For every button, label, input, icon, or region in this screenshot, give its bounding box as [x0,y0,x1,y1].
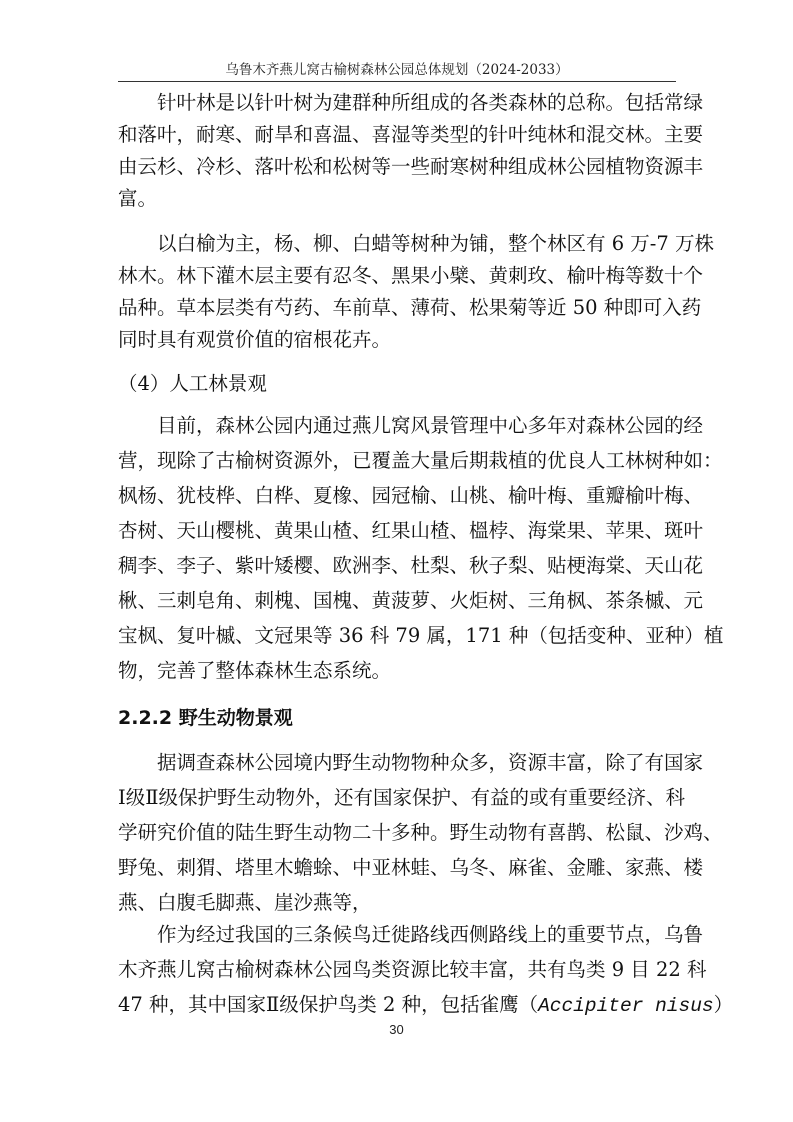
paragraph-line: Ⅰ级Ⅱ级保护野生动物外，还有国家保护、有益的或有重要经济、科 [118,786,685,809]
paragraph-line: 作为经过我国的三条候鸟迁徙路线西侧路线上的重要节点，乌鲁 [157,923,704,946]
page-number: 30 [389,1022,404,1037]
section-heading: 2.2.2 野生动物景观 [118,707,293,729]
subsection-heading: （4）人工林景观 [118,372,267,395]
header-rule [118,81,676,82]
closing-parenthesis: ） [713,993,734,1016]
paragraph-line: 据调查森林公园境内野生动物物种众多，资源丰富，除了有国家 [157,751,704,774]
paragraph-line: 木齐燕儿窝古榆树森林公园鸟类资源比较丰富，共有鸟类 9 目 22 科 [118,958,707,981]
paragraph-line: 稠李、李子、紫叶矮樱、欧洲李、杜梨、秋子梨、贴梗海棠、天山花 [118,554,704,577]
paragraph-line: 由云杉、冷杉、落叶松和松树等一些耐寒树种组成林公园植物资源丰 [118,155,704,178]
paragraph-line: 燕、白腹毛脚燕、崖沙燕等， [118,891,372,914]
paragraph-line: 物，完善了整体森林生态系统。 [118,659,392,682]
running-header: 乌鲁木齐燕儿窝古榆树森林公园总体规划（2024-2033） [225,62,569,78]
paragraph-line: 富。 [118,187,158,210]
paragraph-line: 营，现除了古榆树资源外，已覆盖大量后期栽植的优良人工林树种如： [118,449,723,472]
paragraph-line [118,990,734,1021]
paragraph-line: 楸、三刺皂角、刺槐、国槐、黄菠萝、火炬树、三角枫、茶条槭、元 [118,589,704,612]
paragraph-line: 和落叶，耐寒、耐旱和喜温、喜湿等类型的针叶纯林和混交林。主要 [118,123,704,146]
paragraph-line: 枫杨、犹枝桦、白桦、夏橡、园冠榆、山桃、榆叶梅、重瓣榆叶梅、 [118,484,704,507]
paragraph-line: 学研究价值的陆生野生动物二十多种。野生动物有喜鹊、松鼠、沙鸡、 [118,821,723,844]
scientific-name: Accipiter nisus [538,995,714,1017]
paragraph-line: 以白榆为主，杨、柳、白蜡等树种为铺，整个林区有 6 万-7 万株 [157,232,714,255]
paragraph-line: 杏树、天山樱桃、黄果山楂、红果山楂、榲桲、海棠果、苹果、斑叶 [118,519,704,542]
paragraph-line: 品种。草本层类有芍药、车前草、薄荷、松果菊等近 50 种即可入药 [118,296,702,319]
paragraph-line: 宝枫、复叶槭、文冠果等 36 科 79 属，171 种（包括变种、亚种）植 [118,624,724,647]
paragraph-text: 47 种，其中国家Ⅱ级保护鸟类 2 种，包括雀鹰（ [118,993,539,1016]
paragraph-line: 目前，森林公园内通过燕儿窝风景管理中心多年对森林公园的经 [157,414,704,437]
paragraph-line: 同时具有观赏价值的宿根花卉。 [118,328,392,351]
paragraph-line: 野兔、刺猬、塔里木蟾蜍、中亚林蛙、乌冬、麻雀、金雕、家燕、楼 [118,856,704,879]
paragraph-line: 林木。林下灌木层主要有忍冬、黑果小檗、黄刺玫、榆叶梅等数十个 [118,264,704,287]
paragraph-line: 针叶林是以针叶树为建群种所组成的各类森林的总称。包括常绿 [157,91,704,114]
